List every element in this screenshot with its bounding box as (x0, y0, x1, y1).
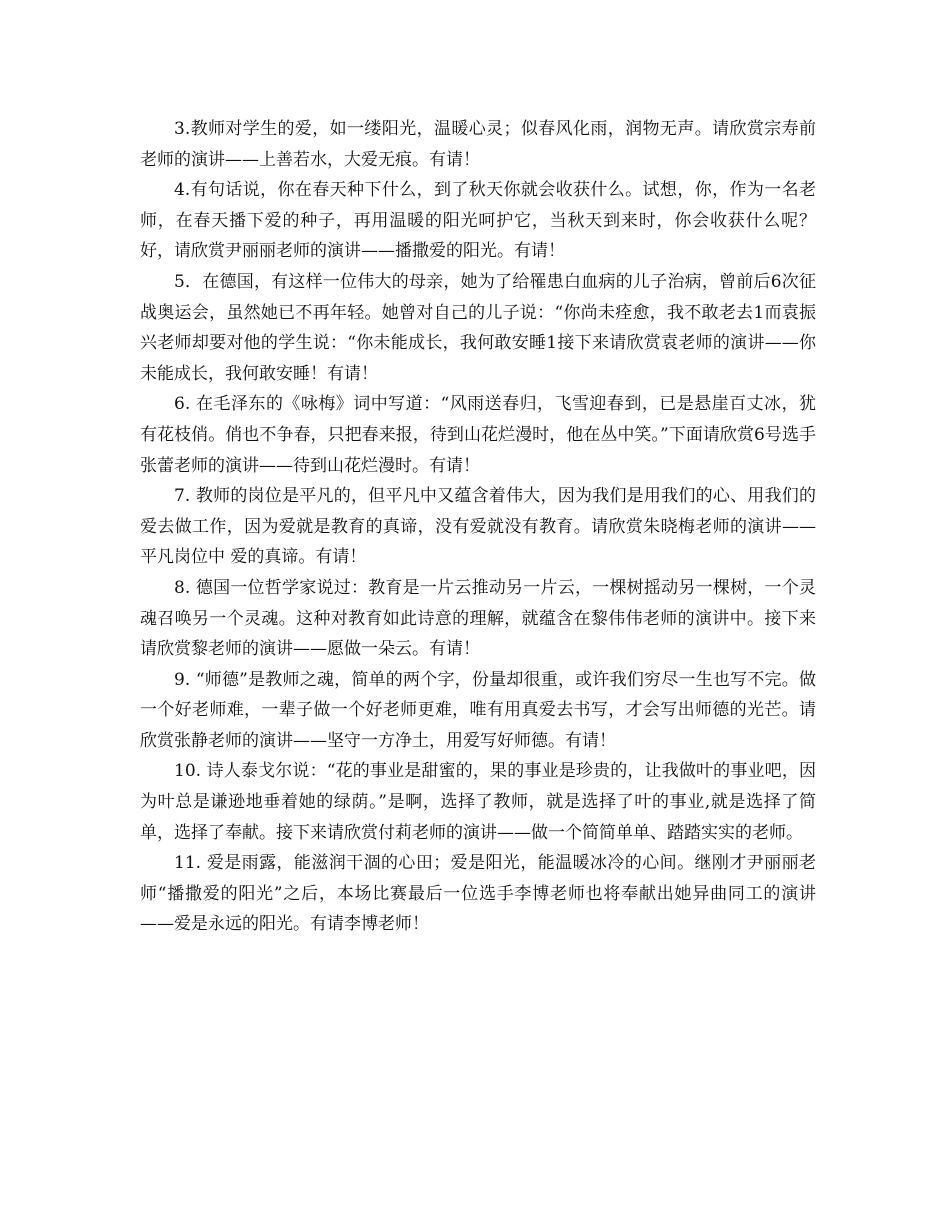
paragraph-8: 8. 德国一位哲学家说过：教育是一片云推动另一片云，一棵树摇动另一棵树，一个灵魂召唤另一个灵魂。这种对教育如此诗意的理解，就蕴含在黎伟伟老师的演讲中。接下来请欣赏黎老师的演讲——愿做一朵云。有请！ (140, 577, 816, 660)
document-page (140, 114, 816, 940)
paragraph-11: 11. 爱是雨露，能滋润干涸的心田；爱是阳光，能温暖冰冷的心间。继刚才尹丽丽老师“播撒爱的阳光”之后，本场比赛最后一位选手李博老师也将奉献出她异曲同工的演讲——爱是永远的阳光。有请李博老师！ (140, 853, 816, 935)
paragraph-10: 10. 诗人泰戈尔说：“花的事业是甜蜜的，果的事业是珍贵的，让我做叶的事业吧，因为叶总是谦逊地垂着她的绿荫。”是啊，选择了教师，就是选择了叶的事业,就是选择了简单，选择了奉献。接下来请欣赏付莉老师的演讲——做一个简简单单、踏踏实实的老师。 (140, 761, 816, 843)
paragraph-6: 6. 在毛泽东的《咏梅》词中写道：“风雨送春归，飞雪迎春到，已是悬崖百丈冰，犹有花枝俏。俏也不争春，只把春来报，待到山花烂漫时，他在丛中笑。”下面请欣赏6号选手张蕾老师的演讲——待到山花烂漫时。有请！ (140, 394, 816, 476)
paragraph-9: 9. “师德”是教师之魂，简单的两个字，份量却很重，或许我们穷尽一生也写不完。做一个好老师难，一辈子做一个好老师更难，唯有用真爱去书写，才会写出师德的光芒。请欣赏张静老师的演讲——坚守一方净土，用爱写好师德。有请！ (140, 669, 816, 751)
paragraph-5: 5．在德国，有这样一位伟大的母亲，她为了给罹患白血病的儿子治病，曾前后6次征战奥运会，虽然她已不再年轻。她曾对自己的儿子说：“你尚未痊愈，我不敢老去1而袁振兴老师却要对他的学生说：“你未能成长，我何敢安睡1接下来请欣赏袁老师的演讲——你未能成长，我何敢安睡！有请！ (140, 271, 816, 384)
paragraph-7: 7. 教师的岗位是平凡的，但平凡中又蕴含着伟大，因为我们是用我们的心、用我们的爱去做工作，因为爱就是教育的真谛，没有爱就没有教育。请欣赏朱晓梅老师的演讲——平凡岗位中 爱的真谛。有请！ (140, 486, 816, 568)
paragraph-3: 3.教师对学生的爱，如一缕阳光，温暖心灵；似春风化雨，润物无声。请欣赏宗寿前老师的演讲——上善若水，大爱无痕。有请！ (140, 119, 816, 170)
paragraph-4: 4.有句话说，你在春天种下什么，到了秋天你就会收获什么。试想，你，作为一名老师，在春天播下爱的种子，再用温暖的阳光呵护它，当秋天到来时，你会收获什么呢？好，请欣赏尹丽丽老师的演讲——播撒爱的阳光。有请！ (140, 180, 816, 262)
